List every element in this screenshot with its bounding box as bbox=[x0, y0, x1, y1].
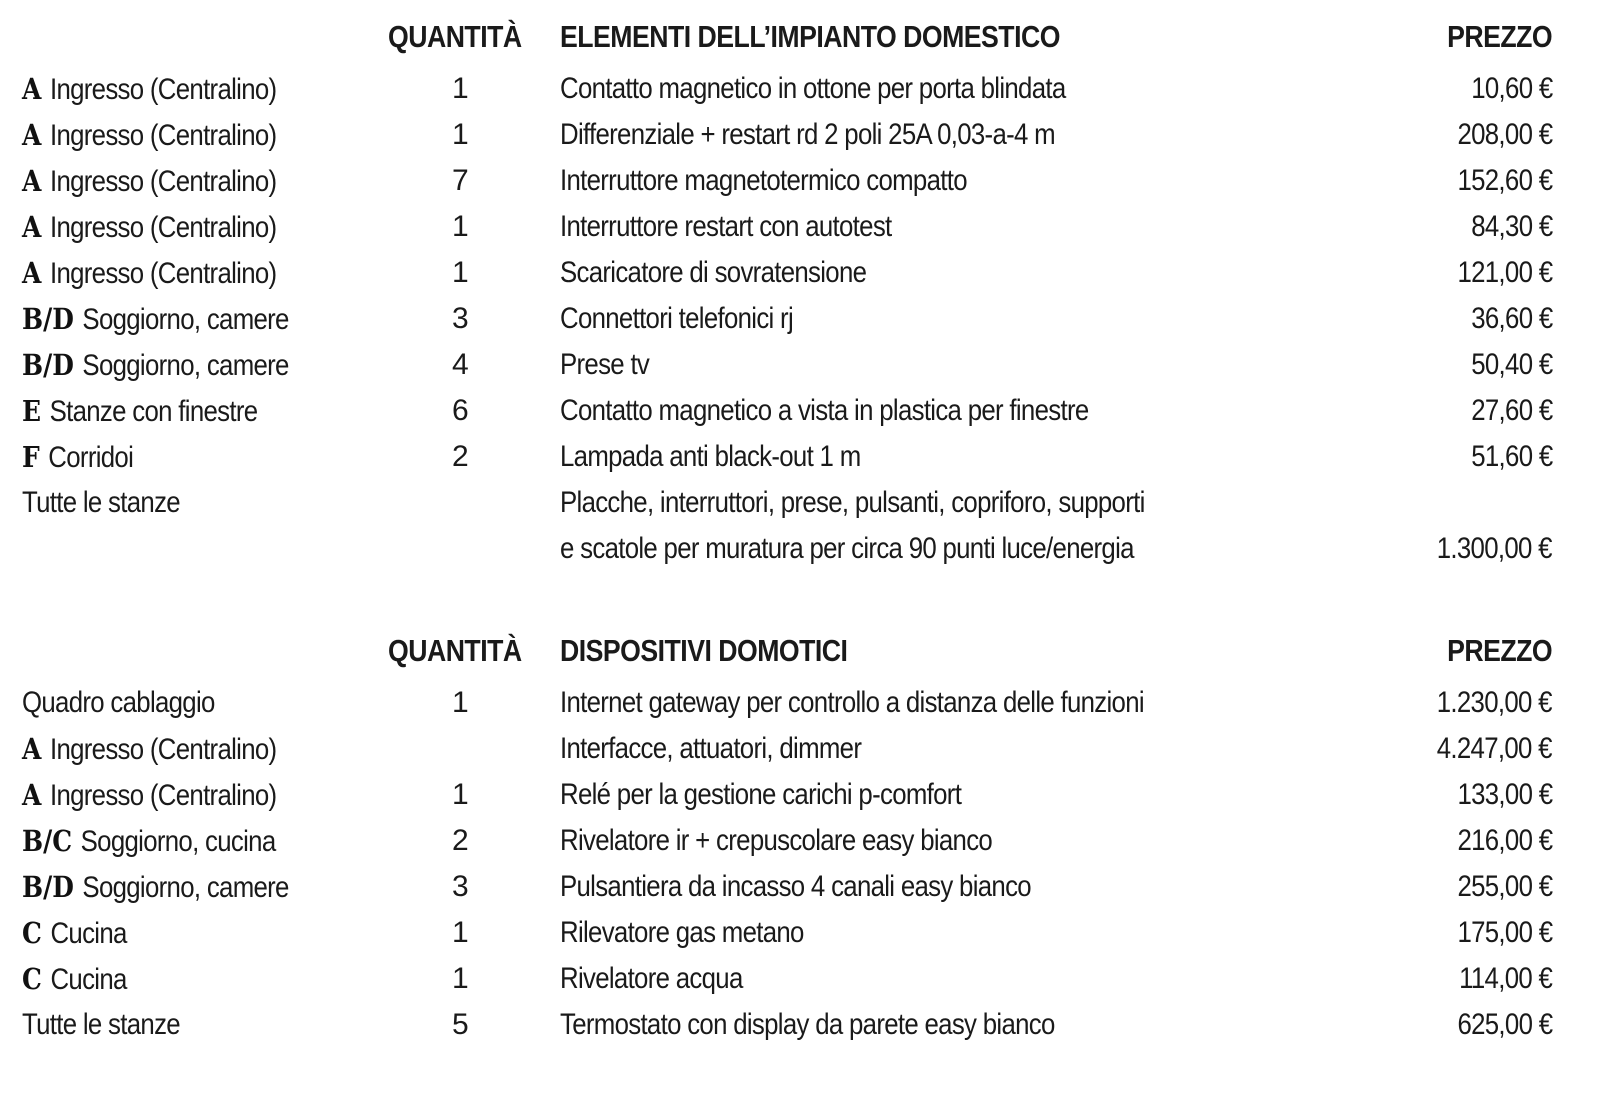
quantity-cell: 1 bbox=[452, 962, 468, 995]
room-cell bbox=[22, 772, 382, 818]
room-label: Tutte le stanze bbox=[22, 1008, 180, 1041]
table-row bbox=[0, 296, 1600, 342]
quantity-cell: 1 bbox=[452, 72, 468, 105]
price-cell bbox=[1300, 864, 1552, 910]
section-header bbox=[0, 8, 1600, 66]
quantity-cell bbox=[420, 526, 500, 572]
price-cell bbox=[1300, 726, 1552, 772]
description-cell bbox=[560, 1002, 1360, 1048]
room-cell bbox=[22, 112, 382, 158]
table-row bbox=[0, 204, 1600, 250]
room-cell bbox=[22, 66, 382, 112]
quantity-cell: 1 bbox=[452, 256, 468, 289]
quantity-cell: 5 bbox=[452, 1008, 468, 1041]
section-home-system bbox=[0, 8, 1600, 572]
room-label: Ingresso (Centralino) bbox=[49, 165, 277, 198]
price-text: 114,00 € bbox=[1458, 962, 1552, 995]
section-title: DISPOSITIVI DOMOTICI bbox=[560, 633, 848, 668]
room-label: Soggiorno, camere bbox=[82, 871, 289, 904]
table-row bbox=[0, 726, 1600, 772]
quantity-cell: 2 bbox=[452, 824, 468, 857]
description-text: Prese tv bbox=[560, 348, 650, 381]
room-code: F bbox=[22, 440, 40, 474]
room-label: Quadro cablaggio bbox=[22, 686, 215, 719]
description-text: Contatto magnetico a vista in plastica per finestre bbox=[560, 394, 1089, 427]
quantity-cell: 2 bbox=[452, 440, 468, 473]
price-text: 50,40 € bbox=[1470, 348, 1552, 381]
description-text: Rivelatore acqua bbox=[560, 962, 743, 995]
room-cell bbox=[22, 526, 382, 572]
room-label: Ingresso (Centralino) bbox=[49, 119, 277, 152]
price-cell bbox=[1300, 526, 1552, 572]
room-label: Soggiorno, camere bbox=[82, 349, 289, 382]
room-cell bbox=[22, 158, 382, 204]
quantity-cell: 6 bbox=[452, 394, 468, 427]
description-text: Rivelatore ir + crepuscolare easy bianco bbox=[560, 824, 993, 857]
description-cell bbox=[560, 112, 1360, 158]
table-row bbox=[0, 680, 1600, 726]
room-cell bbox=[22, 204, 382, 250]
description-cell bbox=[560, 250, 1360, 296]
table-row bbox=[0, 66, 1600, 112]
price-cell bbox=[1300, 772, 1552, 818]
room-code: B/D bbox=[22, 348, 74, 382]
description-text: Interfacce, attuatori, dimmer bbox=[560, 732, 862, 765]
price-text: 208,00 € bbox=[1457, 118, 1552, 151]
room-cell bbox=[22, 680, 382, 726]
price-text: 4.247,00 € bbox=[1436, 732, 1552, 765]
quantity-cell bbox=[420, 480, 500, 526]
description-text: Termostato con display da parete easy bianco bbox=[560, 1008, 1055, 1041]
section-home-automation bbox=[0, 622, 1600, 1048]
price-cell bbox=[1300, 910, 1552, 956]
room-code: B/D bbox=[22, 870, 74, 904]
table-row bbox=[0, 1002, 1600, 1048]
price-cell bbox=[1300, 112, 1552, 158]
quantity-cell: 1 bbox=[452, 916, 468, 949]
quantity-cell bbox=[420, 726, 500, 772]
description-text: Internet gateway per controllo a distanza delle funzioni bbox=[560, 686, 1144, 719]
quantity-cell: 7 bbox=[452, 164, 468, 197]
description-cell bbox=[560, 956, 1360, 1002]
room-cell bbox=[22, 1002, 382, 1048]
price-cell bbox=[1300, 250, 1552, 296]
quantity-cell: 1 bbox=[452, 686, 468, 719]
room-label: Ingresso (Centralino) bbox=[49, 779, 277, 812]
description-cell bbox=[560, 772, 1360, 818]
room-cell bbox=[22, 956, 382, 1002]
price-text: 1.300,00 € bbox=[1436, 532, 1552, 565]
description-text: Relé per la gestione carichi p-comfort bbox=[560, 778, 962, 811]
room-code: B/D bbox=[22, 302, 74, 336]
description-text: Differenziale + restart rd 2 poli 25A 0,03-a-4 m bbox=[560, 118, 1055, 151]
description-text: Interruttore magnetotermico compatto bbox=[560, 164, 967, 197]
description-cell bbox=[560, 388, 1360, 434]
room-label: Cucina bbox=[50, 963, 127, 996]
section-rows bbox=[0, 680, 1600, 1048]
room-cell bbox=[22, 250, 382, 296]
price-cell bbox=[1300, 956, 1552, 1002]
room-label: Corridoi bbox=[48, 441, 134, 474]
description-cell bbox=[560, 296, 1360, 342]
description-text: Connettori telefonici rj bbox=[560, 302, 794, 335]
description-text: Scaricatore di sovratensione bbox=[560, 256, 867, 289]
room-cell bbox=[22, 818, 382, 864]
price-cell bbox=[1300, 818, 1552, 864]
description-text: Lampada anti black-out 1 m bbox=[560, 440, 861, 473]
price-cell bbox=[1300, 204, 1552, 250]
description-cell bbox=[560, 526, 1360, 572]
description-text: Placche, interruttori, prese, pulsanti, copriforo, supporti bbox=[560, 486, 1145, 519]
table-row bbox=[0, 250, 1600, 296]
room-code: A bbox=[22, 732, 42, 766]
room-code: A bbox=[22, 118, 42, 152]
quantity-cell: 1 bbox=[452, 118, 468, 151]
price-text: 255,00 € bbox=[1457, 870, 1552, 903]
quantity-cell: 1 bbox=[452, 778, 468, 811]
price-cell bbox=[1300, 434, 1552, 480]
description-cell bbox=[560, 726, 1360, 772]
section-rows bbox=[0, 66, 1600, 572]
price-cell bbox=[1300, 1002, 1552, 1048]
column-header-quantity: QUANTITÀ bbox=[388, 633, 522, 668]
section-title: ELEMENTI DELL’IMPIANTO DOMESTICO bbox=[560, 19, 1060, 54]
column-header-price: PREZZO bbox=[1446, 19, 1552, 54]
price-text: 152,60 € bbox=[1457, 164, 1552, 197]
description-cell bbox=[560, 680, 1360, 726]
description-cell bbox=[560, 158, 1360, 204]
table-row bbox=[0, 434, 1600, 480]
quantity-cell: 3 bbox=[452, 870, 468, 903]
table-row bbox=[0, 526, 1600, 572]
room-cell bbox=[22, 726, 382, 772]
room-code: A bbox=[22, 256, 42, 290]
table-row bbox=[0, 480, 1600, 526]
price-text: 121,00 € bbox=[1457, 256, 1552, 289]
room-cell bbox=[22, 434, 382, 480]
price-text: 51,60 € bbox=[1470, 440, 1552, 473]
price-text: 1.230,00 € bbox=[1436, 686, 1552, 719]
room-cell bbox=[22, 480, 382, 526]
price-text: 216,00 € bbox=[1457, 824, 1552, 857]
room-label: Stanze con finestre bbox=[49, 395, 258, 428]
price-cell bbox=[1300, 480, 1552, 526]
table-row bbox=[0, 864, 1600, 910]
quantity-cell: 3 bbox=[452, 302, 468, 335]
price-cell bbox=[1300, 342, 1552, 388]
price-cell bbox=[1300, 296, 1552, 342]
table-row bbox=[0, 388, 1600, 434]
room-label: Ingresso (Centralino) bbox=[49, 73, 277, 106]
column-header-price: PREZZO bbox=[1446, 633, 1552, 668]
room-label: Ingresso (Centralino) bbox=[49, 733, 277, 766]
room-label: Ingresso (Centralino) bbox=[49, 257, 277, 290]
room-cell bbox=[22, 296, 382, 342]
description-text: Contatto magnetico in ottone per porta blindata bbox=[560, 72, 1066, 105]
room-code: C bbox=[22, 962, 42, 996]
price-cell bbox=[1300, 388, 1552, 434]
description-text: Rilevatore gas metano bbox=[560, 916, 804, 949]
table-row bbox=[0, 158, 1600, 204]
room-code: A bbox=[22, 164, 42, 198]
description-text: e scatole per muratura per circa 90 punti luce/energia bbox=[560, 532, 1134, 565]
description-cell bbox=[560, 66, 1360, 112]
quantity-cell: 1 bbox=[452, 210, 468, 243]
table-row bbox=[0, 910, 1600, 956]
room-code: A bbox=[22, 778, 42, 812]
room-label: Soggiorno, camere bbox=[82, 303, 289, 336]
description-cell bbox=[560, 342, 1360, 388]
room-code: A bbox=[22, 210, 42, 244]
room-code: A bbox=[22, 72, 42, 106]
price-text: 84,30 € bbox=[1470, 210, 1552, 243]
table-row bbox=[0, 818, 1600, 864]
room-label: Ingresso (Centralino) bbox=[49, 211, 277, 244]
table-row bbox=[0, 772, 1600, 818]
room-label: Tutte le stanze bbox=[22, 486, 180, 519]
table-row bbox=[0, 956, 1600, 1002]
quantity-cell: 4 bbox=[452, 348, 468, 381]
price-cell bbox=[1300, 158, 1552, 204]
description-cell bbox=[560, 434, 1360, 480]
section-header bbox=[0, 622, 1600, 680]
description-cell bbox=[560, 864, 1360, 910]
price-text: 625,00 € bbox=[1457, 1008, 1552, 1041]
table-row bbox=[0, 112, 1600, 158]
room-cell bbox=[22, 388, 382, 434]
price-text: 133,00 € bbox=[1457, 778, 1552, 811]
price-text: 10,60 € bbox=[1470, 72, 1552, 105]
description-text: Pulsantiera da incasso 4 canali easy bianco bbox=[560, 870, 1031, 903]
price-cell bbox=[1300, 66, 1552, 112]
description-cell bbox=[560, 818, 1360, 864]
description-cell bbox=[560, 910, 1360, 956]
price-text: 36,60 € bbox=[1470, 302, 1552, 335]
description-cell bbox=[560, 204, 1360, 250]
room-label: Soggiorno, cucina bbox=[80, 825, 276, 858]
room-cell bbox=[22, 864, 382, 910]
room-label: Cucina bbox=[50, 917, 127, 950]
room-code: E bbox=[22, 394, 42, 428]
description-cell bbox=[560, 480, 1360, 526]
column-header-quantity: QUANTITÀ bbox=[388, 19, 522, 54]
room-cell bbox=[22, 910, 382, 956]
table-row bbox=[0, 342, 1600, 388]
price-text: 27,60 € bbox=[1470, 394, 1552, 427]
room-code: C bbox=[22, 916, 42, 950]
room-cell bbox=[22, 342, 382, 388]
price-text: 175,00 € bbox=[1457, 916, 1552, 949]
price-cell bbox=[1300, 680, 1552, 726]
description-text: Interruttore restart con autotest bbox=[560, 210, 892, 243]
room-code: B/C bbox=[22, 824, 73, 858]
